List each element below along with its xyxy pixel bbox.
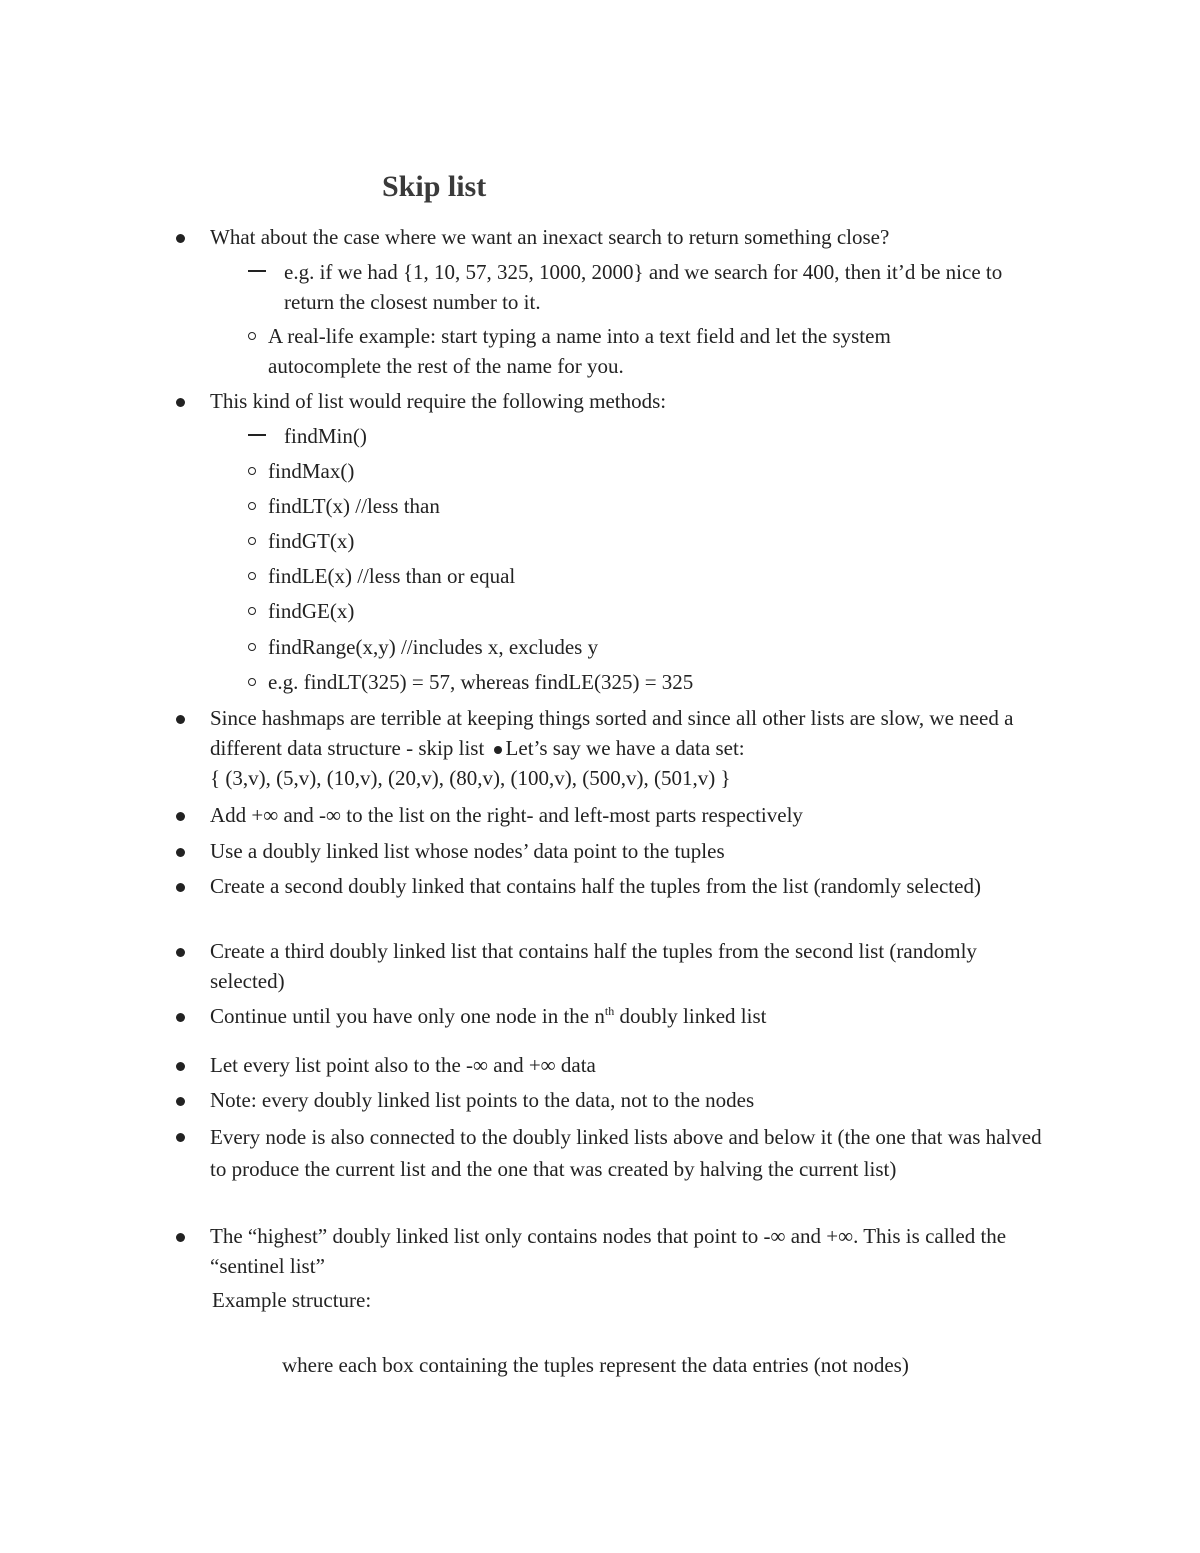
superscript-th: th [604,1004,615,1018]
bullet-note: Note: every doubly linked list points to the data, not to the nodes [210,1085,1060,1115]
skip-list-reason: Since hashmaps are terrible at keeping things sorted and since all other lists are slow, we need a different data structure - skip list [210,706,1014,760]
bullet-sentinel: The “highest” doubly linked list only contains nodes that point to -∞ and +∞. This is called the “sentinel list” [210,1221,1030,1281]
method-item: findMax() [268,456,1058,486]
sub-bullet-real-life: A real-life example: start typing a name into a text field and let the system autocomplete the rest of the name for you. [268,321,988,381]
inline-bullet-icon [494,746,502,754]
sub-bullet-example: e.g. if we had {1, 10, 57, 325, 1000, 2000} and we search for 400, then it’d be nice to return the closest number to it. [268,257,1044,317]
method-item: findGE(x) [268,596,1058,626]
method-item: e.g. findLT(325) = 57, whereas findLE(325) = 325 [268,667,1058,697]
page-title: Skip list [382,170,487,203]
bullet-methods-intro: This kind of list would require the following methods: [210,386,1060,416]
method-item: findLE(x) //less than or equal [268,561,1058,591]
method-item: findRange(x,y) //includes x, excludes y [268,632,1058,662]
example-caption: where each box containing the tuples represent the data entries (not nodes) [282,1353,909,1377]
bullet-inexact-search: What about the case where we want an inexact search to return something close? [210,222,1060,252]
method-item: findMin() [268,421,1074,451]
bullet-skip-list-intro [210,703,1060,793]
bullet-doubly-linked: Use a doubly linked list whose nodes’ data point to the tuples [210,836,1060,866]
bullet-add-infinity: Add +∞ and -∞ to the list on the right- and left-most parts respectively [210,800,1060,830]
data-set-values: { (3,v), (5,v), (10,v), (20,v), (80,v), (100,v), (500,v), (501,v) } [210,766,731,790]
bullet-third-list: Create a third doubly linked list that contains half the tuples from the second list (randomly selected) [210,936,990,996]
method-item: findLT(x) //less than [268,491,1058,521]
bullet-infinity-data: Let every list point also to the -∞ and +∞ data [210,1050,1060,1080]
data-set-intro: Let’s say we have a data set: [505,736,745,760]
bullet-continue [210,1001,1060,1031]
method-item: findGT(x) [268,526,1058,556]
example-label: Example structure: [212,1288,372,1312]
bullet-second-list: Create a second doubly linked that contains half the tuples from the list (randomly selected) [210,871,1010,901]
continue-text: Continue until you have only one node in the n [210,1004,605,1028]
bullet-node-connections: Every node is also connected to the doubly linked lists above and below it (the one that was halved to produce the current list and the one that was created by halving the current list) [210,1121,1055,1185]
continue-text-end: doubly linked list [614,1004,767,1028]
